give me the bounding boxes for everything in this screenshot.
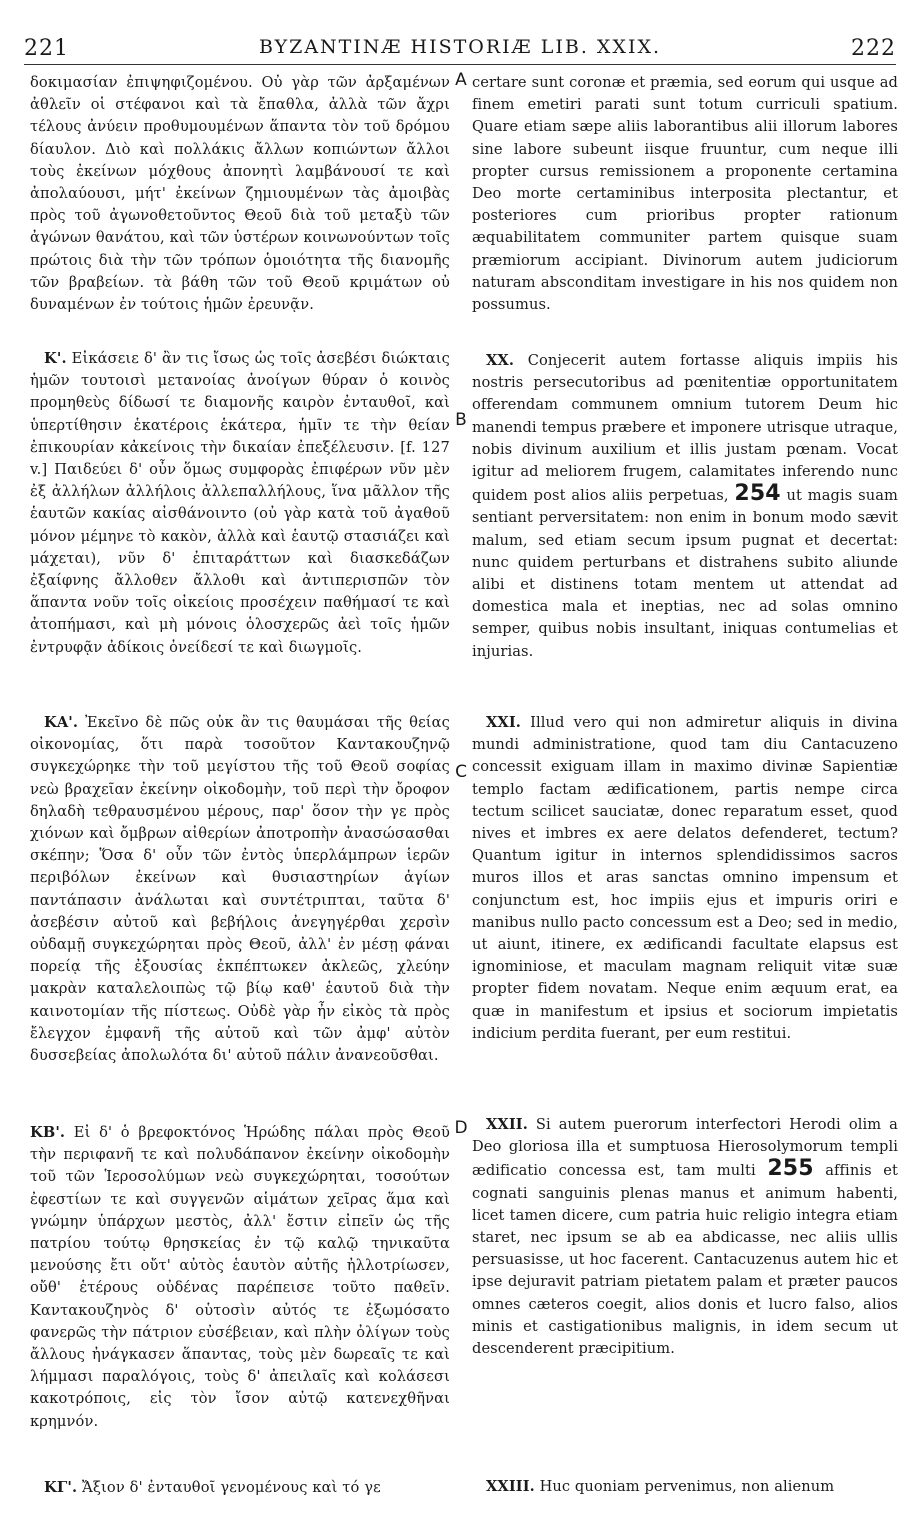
section-number: ΚΑ'.	[44, 714, 79, 731]
latin-paragraph-text: Si autem puerorum interfectori Herodi olim a Deo gloriosa illa et sumptuosa Hierosolymorum templi ædificatio concessa est, tam multi	[472, 1116, 898, 1180]
latin-paragraph-text: affinis et cognati sanguinis plenas manus et animum habenti, licet tamen dicere, cum patria huic religio integra etiam staret, nec ipsum se ab ea abdicasse, nec aliis ullis persuasisse, ut hoc facerent. Cantacuzenus autem hic et ipse dejuravit patriam pietatem palam et præter paucos omnes cæteros coegit, alios donis et lucro falso, alios minis et castigationibus malignis, in idem secum ut descenderent præcipitium.	[472, 1162, 898, 1358]
greek-paragraph-text: Εἰ δ' ὁ βρεφοκτόνος Ἡρώδης πάλαι πρὸς Θεοῦ τὴν περιφανῆ τε καὶ πολυδάπανον ἐκείνην οἰκοδομὴν τοῦ τῶν Ἱεροσολύμων νεὼ συγκεχώρηται, τοσούτων ἐφεστίων τε καὶ συγγενῶν αἱμάτων χεῖρας ἅμα καὶ γνώμην ὑπάρχων μεστὸς, ἀλλ' ἔστιν εἰπεῖν ὡς τῆς πατρίου τούτῳ θρησκείας ἐν τῷ καλῷ τηνικαῦτα μενούσης ἔτι οὔτ' αὐτὸς ἑαυτὸν αὐτῆς ἠλλοτρίωσεν, οὔθ' ἑτέρους οὐδένας παρέπεισε τοῦτο παθεῖν. Καντακουζηνὸς δ' οὑτοσὶν αὐτός τε ἐξωμόσατο φανερῶς τὴν πάτριον εὐσέβειαν, καὶ πλὴν ὀλίγων τοὺς ἄλλους ἠνάγκασεν ἅπαντας, τοὺς μὲν δωρεαῖς τε καὶ λήμμασι παραλόγοις, τοὺς δ' ἀπειλαῖς καὶ κολάσεσι κακοτρόποις, εἰς τὸν ἴσον αὐτῷ κατενεχθῆναι κρημνόν.	[30, 1124, 450, 1430]
running-title: BYZANTINÆ HISTORIÆ LIB. XXIX.	[258, 36, 662, 58]
section-number: ΚΒ'.	[30, 1124, 66, 1141]
greek-paragraph	[30, 1122, 450, 1433]
greek-paragraph	[30, 72, 450, 316]
greek-paragraph	[30, 712, 450, 1067]
left-page-number: 221	[24, 36, 69, 61]
right-page-number: 222	[851, 36, 896, 61]
running-header	[24, 36, 896, 66]
latin-paragraph-text: Illud vero qui non admiretur aliquis in divina mundi administratione, quod tam diu Cantacuzeno concessit exiguam illam in maximo divinæ Sapientiæ templo factam ædificationem, partis nempe circa tectum scilicet sauciatæ, donec reparatum esset, quod nives et imbres ex aere delatos defenderet, tectum? Quantum igitur in internos splendidissimos sacros muros illos et aras sanctas omnino impensum et conjunctum est, hoc impiis ejus et impuris oriri e manibus nullo pacto concessum est a Deo; sed in medio, ut aiunt, itinere, ex ædificandi facultate elapsus est ignominiose, et maculam magnam reliquit vitæ suæ propter fidem novatam. Neque enim æquum erat, ea quæ in manifestum et ipsius et sociorum impietatis indicium perdita fuerant, per eum restitui.	[472, 714, 898, 1042]
edition-page-number: 254	[734, 481, 781, 507]
section-number: XXII.	[486, 1116, 528, 1133]
greek-column	[30, 72, 450, 1540]
section-number: Κ'.	[44, 350, 67, 367]
greek-paragraph	[30, 1477, 450, 1499]
latin-paragraph-text: Conjecerit autem fortasse aliquis impiis his nostris persecutoribus ad pœnitentiæ opportunitatem offerendam communem omnium tutorem Deum hic manendi tempus præbere et imponere utrisque utraque, nobis divinum auxilium et illis justam pœnam. Vocat igitur ad meliorem frugem, calamitates inferendo nunc quidem post alios aliis perpetuas,	[472, 352, 898, 505]
greek-paragraph-text: δοκιμασίαν ἐπιψηφιζομένου. Οὐ γὰρ τῶν ἀρξαμένων ἀθλεῖν οἱ στέφανοι καὶ τὰ ἔπαθλα, ἀλλὰ τῶν ἄχρι τέλους ἀνύειν προθυμουμένων ἅπαντα τὸν τοῦ δρόμου δίαυλον. Διὸ καὶ πολλάκις ἄλλων κοπιώντων ἄλλοι τοὺς ἐκείνων μόχθους ἀπονητὶ λαμβάνουσί τε καὶ ἀπολαύουσι, μήτ' ἐκείνων ζημιουμένων τὰς ἀμοιβὰς πρὸς τοῦ ἀγωνοθετοῦντος Θεοῦ διὰ τοῦ μεταξὺ τῶν ἀγώνων θανάτου, καὶ τῶν ὑστέρων κοινωνούντων τοῖς πρώτοις διὰ τὴν τῶν τρόπων ὁμοιότητα τῆς διανομῆς τῶν βραβείων. τὰ βάθη τῶν τοῦ Θεοῦ κριμάτων οὐ δυναμένων ἐν τούτοις ἡμῶν ἐρευνᾷν.	[30, 74, 450, 314]
section-number: XXI.	[486, 714, 521, 731]
latin-paragraph-text: Huc quoniam pervenimus, non alienum	[539, 1478, 835, 1495]
header-rule	[24, 64, 896, 65]
latin-paragraph	[472, 712, 898, 1045]
greek-paragraph	[30, 348, 450, 659]
latin-paragraph	[472, 72, 898, 316]
latin-paragraph-text: certare sunt coronæ et præmia, sed eorum qui usque ad finem emetiri parati sunt totum curriculi spatium. Quare etiam sæpe aliis laborantibus alii illorum labores sine labore subeunt iisque fruuntur, cum neque illi propter cursus remissionem a proponente certamina Deo morte certaminibus interposita plectantur, et posteriores cum prioribus propter rationum æquabilitatem communiter partem quisque suam præmiorum accipiant. Divinorum autem judiciorum naturam absconditam investigare in his nos quidem non possumus.	[472, 74, 898, 314]
latin-column	[472, 72, 898, 1540]
margin-marker: C	[455, 762, 467, 782]
greek-paragraph-text: Ἐκεῖνο δὲ πῶς οὐκ ἂν τις θαυμάσαι τῆς θείας οἰκονομίας, ὅτι παρὰ τοσοῦτον Καντακουζηνῷ συγκεχώρηκε τὴν τοῦ μεγίστου τῆς τοῦ Θεοῦ σοφίας νεὼ βραχεῖαν ἐκείνην οἰκοδομὴν, τοῦ περὶ τὴν ὄροφον δηλαδὴ τεθραυσμένου μέρους, παρ' ὅσον τὴν γε πρὸς χιόνων καὶ ὄμβρων αἰθερίων ἀποτροπὴν ἀνασώσασθαι σκέπην; Ὅσα δ' οὖν τῶν ἐντὸς ὑπερλάμπρων ἱερῶν περιβόλων ἐκείνων καὶ θυσιαστηρίων ἁγίων παντάπασιν ἀνάλωται καὶ συντέτριπται, ταῦτα δ' ἀσεβέσιν αὐτοῦ καὶ βεβήλοις ἀνεγηγέρθαι χερσὶν οὐδαμῇ συγκεχώρηται πρὸς Θεοῦ, ἀλλ' ἐν μέσῃ φάναι πορείᾳ τῆς ἐξουσίας ἐκπέπτωκεν ἀκλεῶς, χλεύην μακρὰν καταλελοιπὼς τῷ βίῳ καθ' ἑαυτοῦ διὰ τὴν καινοτομίαν τῆς πίστεως. Οὐδὲ γὰρ ἦν εἰκὸς τὰ πρὸς ἔλεγχον ἐμφανῆ τῆς αὐτοῦ καὶ τῶν ἀμφ' αὐτὸν δυσσεβείας ἀπολωλότα δι' αὐτοῦ πάλιν ἀνανεοῦσθαι.	[30, 714, 450, 1065]
section-number: XXIII.	[486, 1478, 535, 1495]
greek-paragraph-text: Ἄξιον δ' ἐνταυθοῖ γενομένους καὶ τό γε	[82, 1479, 381, 1496]
greek-paragraph-text: Εἰκάσειε δ' ἂν τις ἴσως ὡς τοῖς ἀσεβέσι διώκταις ἡμῶν τουτοισὶ μετανοίας ἀνοίγων θύραν ὁ κοινὸς προμηθεὺς δίδωσί τε διαμονῆς καιρὸν ἐνταυθοῖ, καὶ ὑπερτίθησιν ἑκατέροις ἑκάτερα, ἡμῖν τε τὴν θείαν ἐπικουρίαν κἀκείνοις τὴν δικαίαν ἐπεξέλευσιν. [f. 127 v.] Παιδεύει δ' οὖν ὅμως συμφορὰς ἐπιφέρων νῦν μὲν ἐξ ἀλλήλων ἀλλήλοις ἀλλεπαλλήλους, ἵνα μᾶλλον τῆς ἑαυτῶν κακίας αἰσθάνοιντο (οὐ γὰρ κατὰ τοῦ ἀγαθοῦ μόνον μέμηνε τὸ κακὸν, ἀλλὰ καὶ ἑαυτῷ στασιάζει καὶ μάχεται), νῦν δ' ἐπιταράττων καὶ διασκεδάζων ἐξαίφνης ἄλλοθεν ἄλλοθι καὶ ἀντιπερισπῶν τὸν ἅπαντα νοῦν τοῖς οἰκείοις προσέχειν παθήμασί τε καὶ ἀτοπήμασι, καὶ μὴ μόνοις ὁλοσχερῶς ἀεὶ τοῖς ἡμῶν ἐντρυφᾷν ἀδίκοις ὀνείδεσί τε καὶ διωγμοῖς.	[30, 350, 450, 656]
section-number: XX.	[486, 352, 515, 369]
latin-paragraph	[472, 1114, 898, 1360]
latin-paragraph-text: ut magis suam sentiant perversitatem: non enim in bonum modo sævit malum, sed etiam secum ipsum pugnat et decertat: nunc quidem perturbans et distrahens subito aliunde alibi et distinens totam mentem ut attendat ad domestica mala et ineptias, nec ad solas omnino semper, quibus nobis insultant, iniquas contumelias et injurias.	[472, 487, 898, 660]
edition-page-number: 255	[767, 1156, 814, 1182]
margin-marker: B	[455, 410, 467, 430]
latin-paragraph	[472, 350, 898, 663]
section-number: ΚΓ'.	[44, 1479, 78, 1496]
latin-paragraph	[472, 1476, 898, 1498]
margin-marker: D	[454, 1118, 468, 1138]
margin-marker: A	[455, 70, 467, 90]
